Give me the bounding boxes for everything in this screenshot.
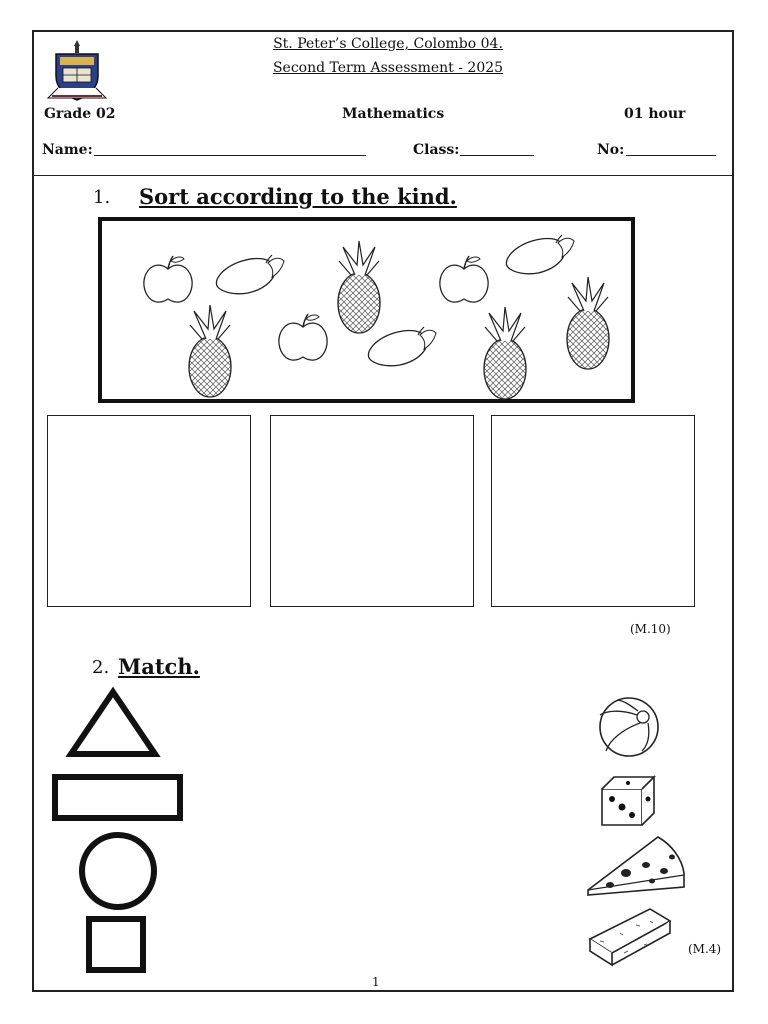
name-field[interactable]: [94, 155, 366, 156]
question-2-title: Match.: [118, 654, 200, 679]
rectangle-icon[interactable]: [55, 777, 180, 818]
dice-icon[interactable]: [602, 777, 654, 825]
class-label: Class:: [413, 142, 460, 158]
fruit-illustrations: [98, 217, 635, 403]
pineapple-icon: [338, 241, 380, 333]
sort-box-2[interactable]: [270, 415, 474, 607]
subject-label: Mathematics: [342, 106, 445, 122]
grade-label: Grade 02: [44, 106, 116, 122]
number-field[interactable]: [626, 155, 716, 156]
apple-icon: [279, 314, 327, 360]
question-2-marks: (M.4): [688, 942, 722, 956]
header-divider: [34, 175, 732, 176]
pineapple-icon: [189, 305, 231, 397]
cheese-icon[interactable]: [588, 837, 684, 895]
class-field[interactable]: [460, 155, 534, 156]
duration-label: 01 hour: [624, 106, 686, 122]
school-crest-icon: [46, 38, 108, 106]
object-column: [580, 695, 700, 970]
brick-icon[interactable]: [590, 909, 670, 965]
school-name: St. Peter’s College, Colombo 04.: [273, 36, 503, 52]
no-label: No:: [597, 142, 625, 158]
square-icon[interactable]: [89, 919, 143, 970]
shape-column: [40, 680, 210, 980]
ball-icon[interactable]: [600, 698, 658, 756]
apple-icon: [144, 256, 192, 302]
question-2-number: 2.: [92, 657, 110, 678]
pineapple-icon: [484, 307, 526, 399]
sort-box-3[interactable]: [491, 415, 695, 607]
mango-icon: [506, 235, 574, 274]
sort-box-1[interactable]: [47, 415, 251, 607]
page-number: 1: [372, 975, 380, 989]
mango-icon: [216, 255, 284, 294]
pineapple-icon: [567, 277, 609, 369]
apple-icon: [440, 256, 488, 302]
circle-icon[interactable]: [82, 835, 154, 907]
assessment-title: Second Term Assessment - 2025: [272, 60, 504, 76]
name-label: Name:: [42, 142, 93, 158]
mango-icon: [368, 327, 436, 366]
triangle-icon[interactable]: [71, 692, 155, 754]
question-1-number: 1.: [93, 187, 111, 208]
question-1-marks: (M.10): [630, 622, 671, 636]
question-1-title: Sort according to the kind.: [139, 184, 457, 209]
